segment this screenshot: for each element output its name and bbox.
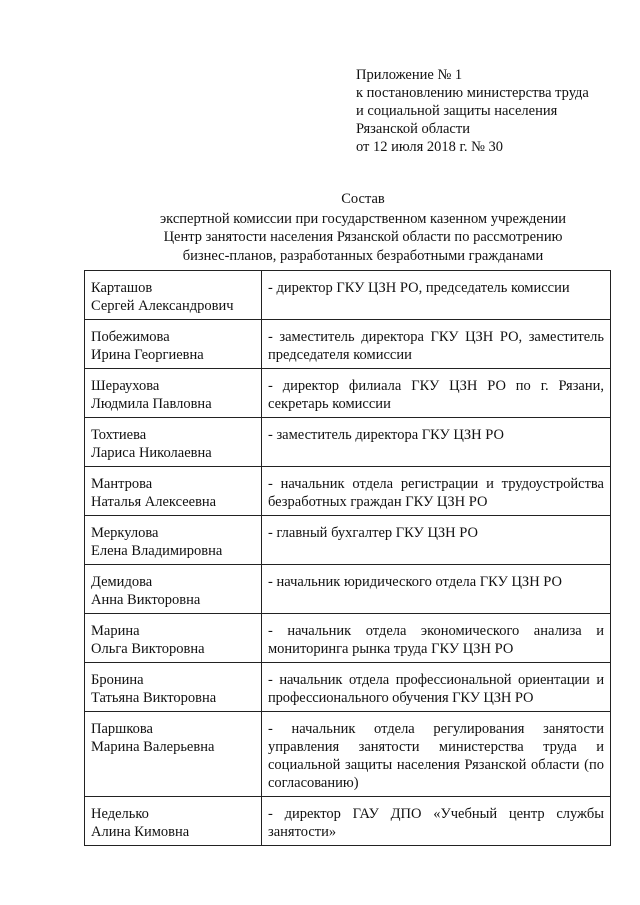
member-position: - директор ГАУ ДПО «Учебный центр службы занятости» [262,797,611,846]
title-line-2: Центр занятости населения Рязанской области по рассмотрению [163,229,563,245]
member-surname: Шераухова [91,378,160,394]
member-name-cell [85,418,262,467]
member-name-cell [85,663,262,712]
member-name-cell [85,565,262,614]
title-line-1: экспертной комиссии при государственном казенном учреждении [159,210,567,227]
member-name-cell [85,516,262,565]
member-given-name: Анна Викторовна [91,592,201,608]
member-surname: Меркулова [91,525,159,541]
member-surname: Тохтиева [91,427,147,443]
table-row [85,565,611,614]
member-given-name: Ольга Викторовна [91,641,205,657]
member-given-name: Сергей Александрович [91,298,234,314]
table-row [85,614,611,663]
title-heading: Состав [341,191,385,207]
member-position: - директор ГКУ ЦЗН РО, председатель комиссии [262,271,611,320]
member-given-name: Марина Валерьевна [91,739,215,755]
table-row [85,663,611,712]
member-surname: Марина [91,623,140,639]
member-name-cell [85,797,262,846]
member-surname: Карташов [91,280,153,296]
member-surname: Побежимова [91,329,170,345]
member-given-name: Наталья Алексеевна [91,494,217,510]
member-name-cell [85,467,262,516]
table-row [85,418,611,467]
member-position: - начальник отдела профессиональной ориентации и профессионального обучения ГКУ ЦЗН РО [262,663,611,712]
member-name-cell [85,369,262,418]
appendix-ref-line-3: Рязанской области [356,121,470,137]
document-title [90,190,636,265]
member-name-cell [85,712,262,797]
table-row [85,797,611,846]
member-surname: Паршкова [91,721,153,737]
table-row [85,271,611,320]
title-line-3: бизнес-планов, разработанных безработными гражданами [182,247,544,264]
member-name-cell [85,614,262,663]
member-position: - заместитель директора ГКУ ЦЗН РО [262,418,611,467]
member-position: - главный бухгалтер ГКУ ЦЗН РО [262,516,611,565]
member-position: - заместитель директора ГКУ ЦЗН РО, заместитель председателя комиссии [262,320,611,369]
member-name-cell [85,320,262,369]
member-given-name: Елена Владимировна [91,543,223,559]
appendix-ref-line-1: к постановлению министерства труда [356,85,589,101]
table-row [85,369,611,418]
appendix-header [356,66,589,156]
member-given-name: Лариса Николаевна [91,445,212,461]
appendix-number: Приложение № 1 [356,67,463,83]
member-name-cell [85,271,262,320]
commission-members-table [84,270,611,846]
member-position: - начальник отдела регулирования занятости управления занятости министерства труда и социальной защиты населения Рязанской области (по согласованию) [262,712,611,797]
table-row [85,467,611,516]
table-row [85,712,611,797]
appendix-ref-line-2: и социальной защиты населения [356,103,558,119]
member-position: - начальник отдела регистрации и трудоустройства безработных граждан ГКУ ЦЗН РО [262,467,611,516]
member-given-name: Алина Кимовна [91,824,190,840]
member-position: - директор филиала ГКУ ЦЗН РО по г. Рязани, секретарь комиссии [262,369,611,418]
member-surname: Демидова [91,574,153,590]
member-given-name: Ирина Георгиевна [91,347,204,363]
member-surname: Неделько [91,806,149,822]
table-row [85,320,611,369]
member-position: - начальник отдела экономического анализа и мониторинга рынка труда ГКУ ЦЗН РО [262,614,611,663]
member-surname: Бронина [91,672,144,688]
member-given-name: Татьяна Викторовна [91,690,217,706]
appendix-date: от 12 июля 2018 г. № 30 [356,139,504,155]
member-position: - начальник юридического отдела ГКУ ЦЗН РО [262,565,611,614]
member-given-name: Людмила Павловна [91,396,212,412]
table-row [85,516,611,565]
member-surname: Мантрова [91,476,153,492]
